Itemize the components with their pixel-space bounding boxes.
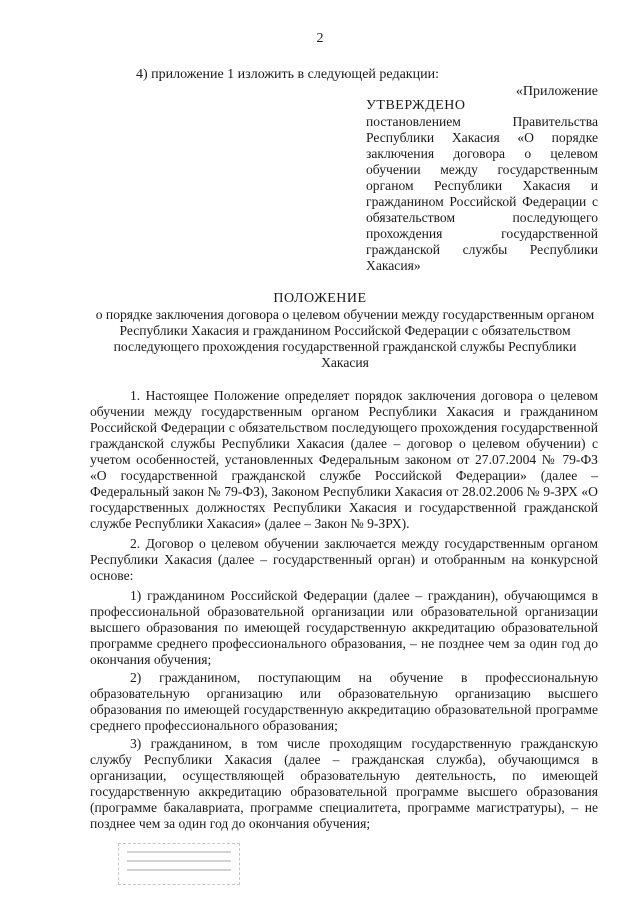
approval-block: [366, 98, 598, 274]
document-subtitle: о порядке заключения договора о целевом обучении между государственным органом Республики Хакасия и гражданином Российской Федерации с обязательством последующего прохождения государственной гражданской службы Республики Хакасия: [95, 307, 595, 370]
list-item-3: 3) гражданином, в том числе проходящим государственную гражданскую службу Республики Хакасия (далее – гражданская служба), обучающимся в организации, осуществляющей образовательную деятельность, по имеющей государственную аккредитацию образовательной программе высшего образования (программе бакалавриата, программе специалитета, программе магистратуры), – не позднее чем за один год до окончания обучения;: [90, 736, 598, 831]
paragraph-1: 1. Настоящее Положение определяет порядок заключения договора о целевом обучении между государственным органом Республики Хакасия и гражданином Российской Федерации с обязательством последующего прохождения государственной гражданской службы Республики Хакасия (далее – договор о целевом обучении) с учетом особенностей, установленных Федеральным законом от 27.07.2004 № 79-ФЗ «О государственной гражданской службе Российской Федерации» (далее – Федеральный закон № 79-ФЗ), Законом Республики Хакасия от 28.02.2006 № 9-ЗРХ «О государственных должностях Республики Хакасия и государственной гражданской службе Республики Хакасия» (далее – Закон № 9-ЗРХ).: [90, 388, 598, 531]
paragraph-2: 2. Договор о целевом обучении заключается между государственным органом Республики Хакасия (далее – государственный орган) и отобранным на конкурсной основе:: [90, 536, 598, 583]
approval-title: УТВЕРЖДЕНО: [366, 98, 466, 113]
list-item-1: 1) гражданином Российской Федерации (далее – гражданин), обучающимся в профессиональной образовательной организации или образовательной организации высшего образования по имеющей государственную аккредитацию образовательной программе среднего профессионального образования, – не позднее чем за один год до окончания обучения;: [90, 588, 598, 667]
document-body: [90, 388, 598, 834]
appendix-label: «Приложение: [515, 84, 598, 99]
intro-line: 4) приложение 1 изложить в следующей редакции:: [136, 67, 439, 82]
document-title: ПОЛОЖЕНИЕ: [273, 291, 367, 306]
approval-text: постановлением Правительства Республики Хакасия «О порядке заключения договора о целевом обучении между государственным органом Республики Хакасия и гражданином Российской Федерации с обязательством последующего прохождения государственной гражданской службы Республики Хакасия»: [366, 114, 598, 273]
list-item-2: 2) гражданином, поступающим на обучение в профессиональную образовательную организацию или образовательную организацию высшего образования по имеющей государственную аккредитацию образовательной программе среднего профессионального образования;: [90, 670, 598, 733]
faded-stamp: [118, 843, 240, 885]
page-number: 2: [316, 31, 324, 46]
